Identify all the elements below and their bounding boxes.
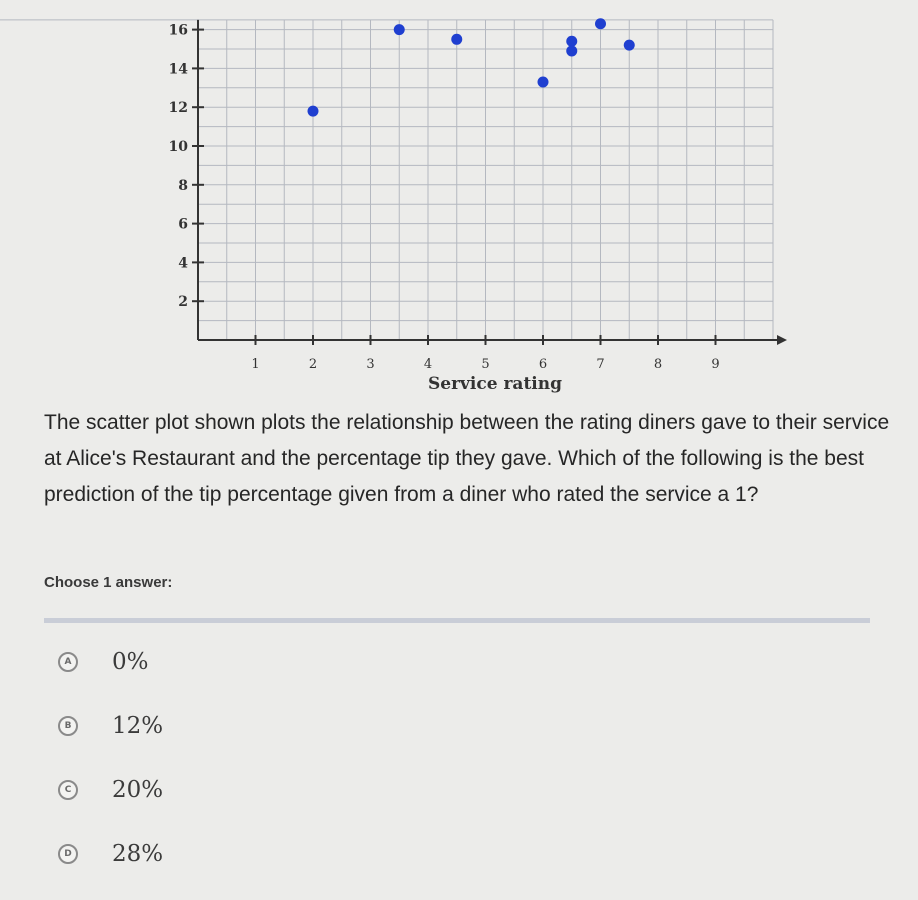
answer-option-d[interactable]	[58, 822, 163, 886]
y-tick-label: 8	[178, 177, 188, 194]
x-tick-label: 7	[596, 357, 605, 372]
choose-answer-label: Choose 1 answer:	[44, 574, 173, 591]
option-letter-icon: B	[58, 716, 78, 736]
option-text: 28%	[112, 841, 164, 867]
scatter-point	[595, 18, 606, 29]
scatter-point	[566, 45, 577, 56]
x-tick-label: 1	[251, 357, 260, 372]
y-tick-label: 2	[178, 294, 188, 311]
chart-grid	[0, 20, 773, 340]
y-tick-label: 6	[178, 216, 188, 233]
scatter-point	[624, 40, 635, 51]
scatter-point	[451, 34, 462, 45]
y-tick-label: 4	[178, 255, 188, 272]
scatter-plot	[0, 0, 918, 400]
divider	[44, 618, 870, 623]
scatter-point	[566, 36, 577, 47]
x-tick-label: 8	[653, 357, 663, 372]
x-axis-label: Service rating	[428, 374, 562, 394]
option-letter-icon: D	[58, 844, 78, 864]
option-letter-icon: C	[58, 780, 78, 800]
x-tick-label: 6	[538, 357, 548, 372]
scatter-point	[394, 24, 405, 35]
answer-option-a[interactable]	[58, 630, 163, 694]
x-tick-label: 4	[423, 357, 433, 372]
scatter-point	[308, 106, 319, 117]
x-tick-label: 3	[366, 357, 375, 372]
x-tick-label: 9	[711, 357, 720, 372]
option-text: 20%	[112, 777, 164, 803]
option-text: 0%	[112, 649, 149, 675]
answer-option-b[interactable]	[58, 694, 163, 758]
y-tick-label: 10	[168, 139, 188, 155]
chart-points	[308, 18, 635, 116]
question-text: The scatter plot shown plots the relationship between the rating diners gave to their service at Alice's Restaurant and the percentage tip they gave. Which of the following is the best prediction of the tip percentage given from a diner who rated the service a 1?	[44, 411, 890, 506]
chart-ticks	[169, 23, 720, 372]
option-text: 12%	[112, 713, 164, 739]
x-axis-arrow-icon	[777, 335, 787, 345]
y-tick-label: 12	[168, 100, 188, 117]
y-tick-label: 16	[168, 22, 188, 39]
answer-options	[58, 630, 163, 886]
y-tick-label: 14	[168, 61, 188, 78]
option-letter-icon: A	[58, 652, 78, 672]
answer-option-c[interactable]	[58, 758, 163, 822]
scatter-point	[538, 76, 549, 87]
x-tick-label: 5	[481, 357, 490, 372]
x-tick-label: 2	[308, 357, 318, 372]
